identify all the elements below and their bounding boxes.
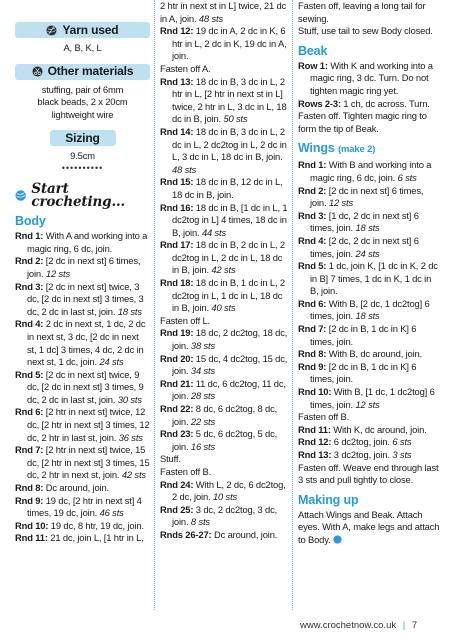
instruction-row: [298, 98, 441, 111]
instruction-row: [160, 0, 288, 25]
instruction-row: [298, 323, 441, 348]
row-text: 2 dc in next st, 1 dc, 2 dc in next st, 3 dc, [2 dc in next st, 1 dc] 3 times, 4 dc, 2 dc in next st, 1 dc, join.: [27, 318, 146, 368]
yarn-ball-icon: [15, 189, 26, 202]
row-label: Rnd 10:: [298, 386, 332, 398]
row-text: 3 dc2tog, join.: [333, 449, 390, 460]
instruction-row: [298, 298, 441, 323]
stitch-count: 48 sts: [198, 12, 223, 24]
row-text: 18 dc in B, 12 dc in L, 18 dc in B, join.: [172, 176, 283, 200]
row-label: Rows 2-3:: [298, 97, 341, 109]
row-label: Rnd 6:: [15, 406, 44, 418]
row-text: [2 dc in next st] twice, 9 dc, [2 dc in next st] 3 times, 9 dc, 2 dc in last st, join.: [27, 368, 144, 405]
column-2: [160, 0, 288, 542]
stitch-count: 12 sts: [355, 398, 380, 410]
row-text: 11 dc, 6 dc2tog, 11 dc, join.: [172, 377, 286, 402]
stitch-count: 18 sts: [355, 222, 380, 234]
instruction-row: [160, 466, 288, 479]
row-label: Rnd 12:: [160, 25, 194, 37]
stitch-count: 48 sts: [172, 163, 197, 175]
row-label: Rnd 2:: [15, 255, 44, 267]
row-text: 3 dc, 2 dc2tog, 3 dc, join.: [172, 503, 278, 528]
page-number: 7: [411, 620, 418, 631]
instruction-row: [298, 260, 441, 298]
row-text: [2 dc, 2 dc in next st] 6 times, join.: [310, 234, 419, 259]
instruction-row: [298, 60, 441, 98]
material-line-1: stuffing, pair of 6mm: [41, 83, 124, 95]
instruction-row: [160, 277, 288, 315]
row-text: With B and working into a magic ring, 6 dc, join.: [310, 159, 432, 183]
row-label: Rnd 3:: [15, 280, 44, 292]
instruction-row: [298, 348, 441, 361]
stitch-count: 30 sts: [117, 393, 142, 405]
row-text: With K, dc around, join.: [333, 423, 427, 435]
instruction-row: [298, 436, 441, 449]
row-text: With L, 2 dc, 6 dc2tog, 2 dc, join.: [172, 478, 286, 503]
row-text: Dc around, join.: [213, 528, 278, 540]
instruction-row: [160, 327, 288, 352]
column-1: [15, 0, 150, 545]
row-text: 18 dc in B, 3 dc in L, 2 dc in L, 2 dc2tog in L, 2 dc in L, 3 dc in L, 18 dc in B, join.: [172, 125, 287, 163]
stuff-note: Stuff, use tail to sew Body closed.: [298, 25, 433, 37]
instruction-row: [15, 495, 150, 520]
stitch-count: 38 sts: [190, 340, 216, 352]
scissors-icon: [32, 66, 43, 77]
stitch-count: 6 sts: [397, 171, 417, 183]
other-materials-heading: [15, 64, 150, 80]
making-up-text: [298, 509, 441, 547]
instruction-row: [15, 369, 150, 407]
row-label: Rnd 3:: [298, 209, 327, 221]
stitch-count: 24 sts: [355, 247, 380, 259]
instruction-row: [298, 449, 441, 462]
row-text: 18 dc in B, 2 dc in L, 2 dc2tog in L, 2 dc in L, 18 dc in B, join.: [172, 239, 285, 276]
row-text: Fasten off. Tighten magic ring to form the tip of Beak.: [298, 110, 427, 134]
row-text: With B, [2 dc, 1 dc2tog] 6 times, join.: [310, 297, 430, 322]
row-text: [2 dc in next st] 6 times, join.: [310, 184, 424, 209]
instruction-row: [15, 406, 150, 444]
row-text: 8 dc, 6 dc2tog, 8 dc, join.: [172, 403, 278, 427]
instruction-row: [160, 25, 288, 63]
row-text: 18 dc, 2 dc2tog, 18 dc, join.: [172, 327, 288, 352]
row-text: 21 dc, join L, [1 htr in L,: [50, 532, 144, 544]
start-crocheting-heading: [15, 180, 150, 210]
instruction-row: [298, 235, 441, 260]
row-text: With B, dc around, join.: [328, 348, 423, 360]
column-3: [298, 0, 441, 547]
instruction-row: [15, 482, 150, 495]
instruction-row: [160, 353, 288, 378]
material-line-2: black beads, 2 x 20cm: [37, 96, 128, 108]
row-label: Rnd 13:: [298, 449, 332, 460]
stitch-count: 34 sts: [190, 365, 216, 377]
instruction-row: [160, 378, 288, 403]
row-text: With K and working into a magic ring, 3 dc. Turn. Do not tighten magic ring yet.: [310, 59, 433, 96]
row-text: Fasten off B.: [298, 411, 350, 423]
row-text: [2 dc in B, 1 dc in K] 6 times, join.: [310, 323, 417, 347]
row-text: 1 ch, dc across. Turn.: [343, 97, 430, 109]
row-text: With B, [1 dc, 1 dc2tog] 6 times, join.: [310, 386, 435, 410]
instruction-row: [298, 462, 441, 487]
row-label: Rnd 18:: [160, 277, 194, 289]
stitch-count: 16 sts: [190, 440, 216, 452]
row-label: Rnd 24:: [160, 478, 194, 490]
row-text: 15 dc, 4 dc2tog, 15 dc, join.: [172, 352, 288, 377]
row-label: Rnd 6:: [298, 297, 327, 309]
instruction-row: [160, 63, 288, 76]
stitch-count: 28 sts: [190, 390, 216, 402]
instruction-row: [160, 529, 288, 542]
making-up-heading: Making up: [298, 492, 359, 507]
row-label: Rnd 19:: [160, 327, 194, 339]
row-text: Fasten off B.: [160, 465, 212, 477]
row-text: With A and working into a magic ring, 6 dc, join.: [27, 230, 148, 254]
row-label: Rnd 7:: [298, 323, 327, 335]
wings-instructions: [298, 159, 441, 486]
instruction-row: [15, 520, 150, 533]
row-label: Rnd 20:: [160, 352, 194, 364]
instruction-row: [160, 504, 288, 529]
row-label: Rnd 10:: [15, 519, 49, 531]
instruction-row: [160, 126, 288, 176]
row-text: Stuff.: [160, 453, 181, 465]
row-text: 18 dc in B, 1 dc in L, 2 dc2tog in L, 1 dc in L, 18 dc in B, join.: [172, 277, 285, 314]
stitch-count: 42 sts: [211, 264, 236, 276]
row-text: 6 dc2tog, join.: [333, 436, 390, 448]
stitch-count: 42 sts: [121, 469, 146, 481]
instruction-row: [160, 176, 288, 201]
row-text: 18 dc in B, 3 dc in L, 2 htr in L, [2 htr in next st in L] twice, 2 htr in L, 3 dc in L, 18 dc in B, join.: [172, 75, 287, 125]
footer-separator: |: [402, 620, 406, 631]
row-text: [2 htr in next st] twice, 15 dc, [2 htr in next st] 3 times, 15 dc, 2 htr in next st, join.: [27, 444, 150, 481]
row-text: Dc around, join.: [45, 482, 109, 494]
yarn-used-title: Yarn used: [62, 22, 119, 37]
row-text: 19 dc, 8 htr, 19 dc, join.: [50, 519, 144, 531]
yarn-ball-end-icon: [333, 535, 342, 544]
row-label: Rnd 1:: [15, 230, 44, 242]
instruction-row: [160, 479, 288, 504]
row-label: Rnd 9:: [15, 494, 44, 506]
instruction-row: [160, 428, 288, 453]
instruction-row: [298, 424, 441, 437]
wings-note: (make 2): [337, 144, 376, 156]
row-text: 18 dc in B, [1 dc in L, 1 dc2tog in L] 4 times, 18 dc in B, join.: [172, 201, 288, 238]
stitch-count: 46 sts: [99, 507, 124, 519]
fasten-off-note: Fasten off, leaving a long tail for sewing.: [298, 0, 426, 24]
instruction-row: [15, 318, 150, 368]
instruction-row: [160, 453, 288, 466]
row-label: Rnd 9:: [298, 360, 327, 372]
row-label: Rnd 5:: [15, 368, 44, 380]
other-materials-title: Other materials: [47, 64, 134, 79]
sizing-title: Sizing: [65, 131, 100, 146]
beak-instructions: [298, 60, 441, 136]
page-footer: [300, 620, 417, 631]
row-text: 1 dc, join K, [1 dc in K, 2 dc in B] 7 times, 1 dc in K, 1 dc in B, join.: [310, 260, 438, 297]
sizing-heading: [50, 130, 116, 146]
stitch-count: 36 sts: [118, 431, 143, 443]
row-label: Rnd 8:: [298, 348, 327, 360]
stitch-count: 18 sts: [117, 305, 142, 317]
yarn-ball-icon: [46, 25, 57, 36]
stitch-count: 8 sts: [190, 516, 210, 528]
instruction-row: [15, 532, 150, 545]
stitch-count: 18 sts: [355, 310, 380, 322]
row-label: Rnd 23:: [160, 428, 194, 440]
stitch-count: 24 sts: [99, 356, 124, 368]
instruction-row: [160, 403, 288, 428]
row-label: Rnd 4:: [15, 318, 44, 330]
row-text: [2 htr in next st] twice, 12 dc, [2 htr in next st] 3 times, 12 dc, 2 htr in last st, join.: [27, 406, 150, 443]
row-text: [2 dc in next st] twice, 3 dc, [2 dc in next st] 3 times, 3 dc, 2 dc in last st, join.: [27, 280, 144, 317]
stitch-count: 12 sts: [328, 197, 354, 209]
row-label: Rnds 26-27:: [160, 528, 212, 540]
stitch-count: 22 sts: [190, 415, 216, 427]
sizing-value: 9.5cm: [70, 150, 95, 162]
instruction-row: [15, 281, 150, 319]
row-text: 2 htr in next st in L] twice, 21 dc in A, join.: [160, 0, 287, 24]
row-text: 19 dc, [2 htr in next st] 4 times, 19 dc, join.: [27, 494, 142, 519]
row-text: Fasten off L.: [160, 314, 210, 326]
row-label: Rnd 25:: [160, 503, 194, 515]
beak-heading: Beak: [298, 43, 328, 58]
instruction-row: [298, 386, 441, 411]
wings-heading: [298, 141, 441, 157]
footer-url: www.crochetnow.co.uk: [300, 620, 397, 631]
start-crocheting-title: Start crocheting...: [31, 180, 126, 210]
body-instructions: [15, 230, 150, 545]
row-label: Rnd 12:: [298, 436, 332, 448]
row-text: Fasten off. Weave end through last 3 sts and pull tightly to close.: [298, 461, 439, 486]
row-label: Rnd 22:: [160, 403, 194, 414]
body-heading: Body: [15, 214, 46, 229]
yarn-used-heading: [15, 22, 150, 38]
stitch-count: 3 sts: [392, 449, 412, 460]
row-label: Rnd 4:: [298, 234, 327, 246]
making-up-body: Attach Wings and Beak. Attach eyes. With A, make legs and attach to Body.: [298, 508, 440, 545]
row-label: Rnd 15:: [160, 176, 194, 188]
row-label: Rnd 21:: [160, 377, 194, 389]
row-label: Rnd 14:: [160, 125, 194, 137]
material-line-3: lightweight wire: [51, 108, 114, 120]
dotted-divider: ••••••••••: [61, 162, 104, 173]
instruction-row: [298, 110, 441, 135]
row-label: Rnd 2:: [298, 184, 327, 196]
row-text: 5 dc, 6 dc2tog, 5 dc, join.: [172, 428, 278, 452]
stitch-count: 40 sts: [211, 302, 236, 314]
column-divider-1: [154, 0, 155, 610]
row-text: [2 dc in B, 1 dc in K] 6 times, join.: [310, 360, 417, 385]
instruction-row: [298, 159, 441, 184]
row-text: [1 dc, 2 dc in next st] 6 times, join.: [310, 209, 419, 234]
row-label: Rnd 13:: [160, 75, 194, 87]
instruction-row: [298, 361, 441, 386]
stitch-count: 12 sts: [45, 267, 71, 279]
stitch-count: 44 sts: [201, 226, 227, 238]
row-label: Rnd 17:: [160, 239, 194, 251]
instruction-row: [298, 185, 441, 210]
row-label: Rnd 11:: [298, 423, 331, 435]
stitch-count: 6 sts: [392, 436, 412, 448]
row-label: Row 1:: [298, 59, 328, 71]
instruction-row: [160, 239, 288, 277]
row-text: 19 dc in A, 2 dc in K, 6 htr in L, 2 dc in K, 19 dc in A, join.: [172, 25, 287, 62]
stitch-count: 10 sts: [212, 491, 238, 503]
wings-title: Wings: [298, 141, 335, 156]
stitch-count: 50 sts: [223, 113, 248, 125]
row-label: Rnd 16:: [160, 201, 194, 213]
column-divider-2: [292, 0, 293, 610]
instruction-row: [298, 210, 441, 235]
row-label: Rnd 5:: [298, 260, 327, 272]
instruction-row: [160, 76, 288, 126]
row-text: [2 dc in next st] 6 times, join.: [27, 255, 141, 279]
row-label: Rnd 11:: [15, 532, 48, 544]
yarn-used-value: A, B, K, L: [63, 42, 102, 53]
instruction-row: [160, 202, 288, 240]
row-text: Fasten off A.: [160, 62, 211, 74]
instruction-row: [15, 444, 150, 482]
body-instructions-continued: [160, 0, 288, 542]
instruction-row: [160, 315, 288, 328]
row-label: Rnd 7:: [15, 444, 44, 456]
instruction-row: [298, 411, 441, 424]
instruction-row: [15, 230, 150, 255]
row-label: Rnd 1:: [298, 159, 327, 171]
row-label: Rnd 8:: [15, 482, 44, 494]
instruction-row: [15, 255, 150, 280]
